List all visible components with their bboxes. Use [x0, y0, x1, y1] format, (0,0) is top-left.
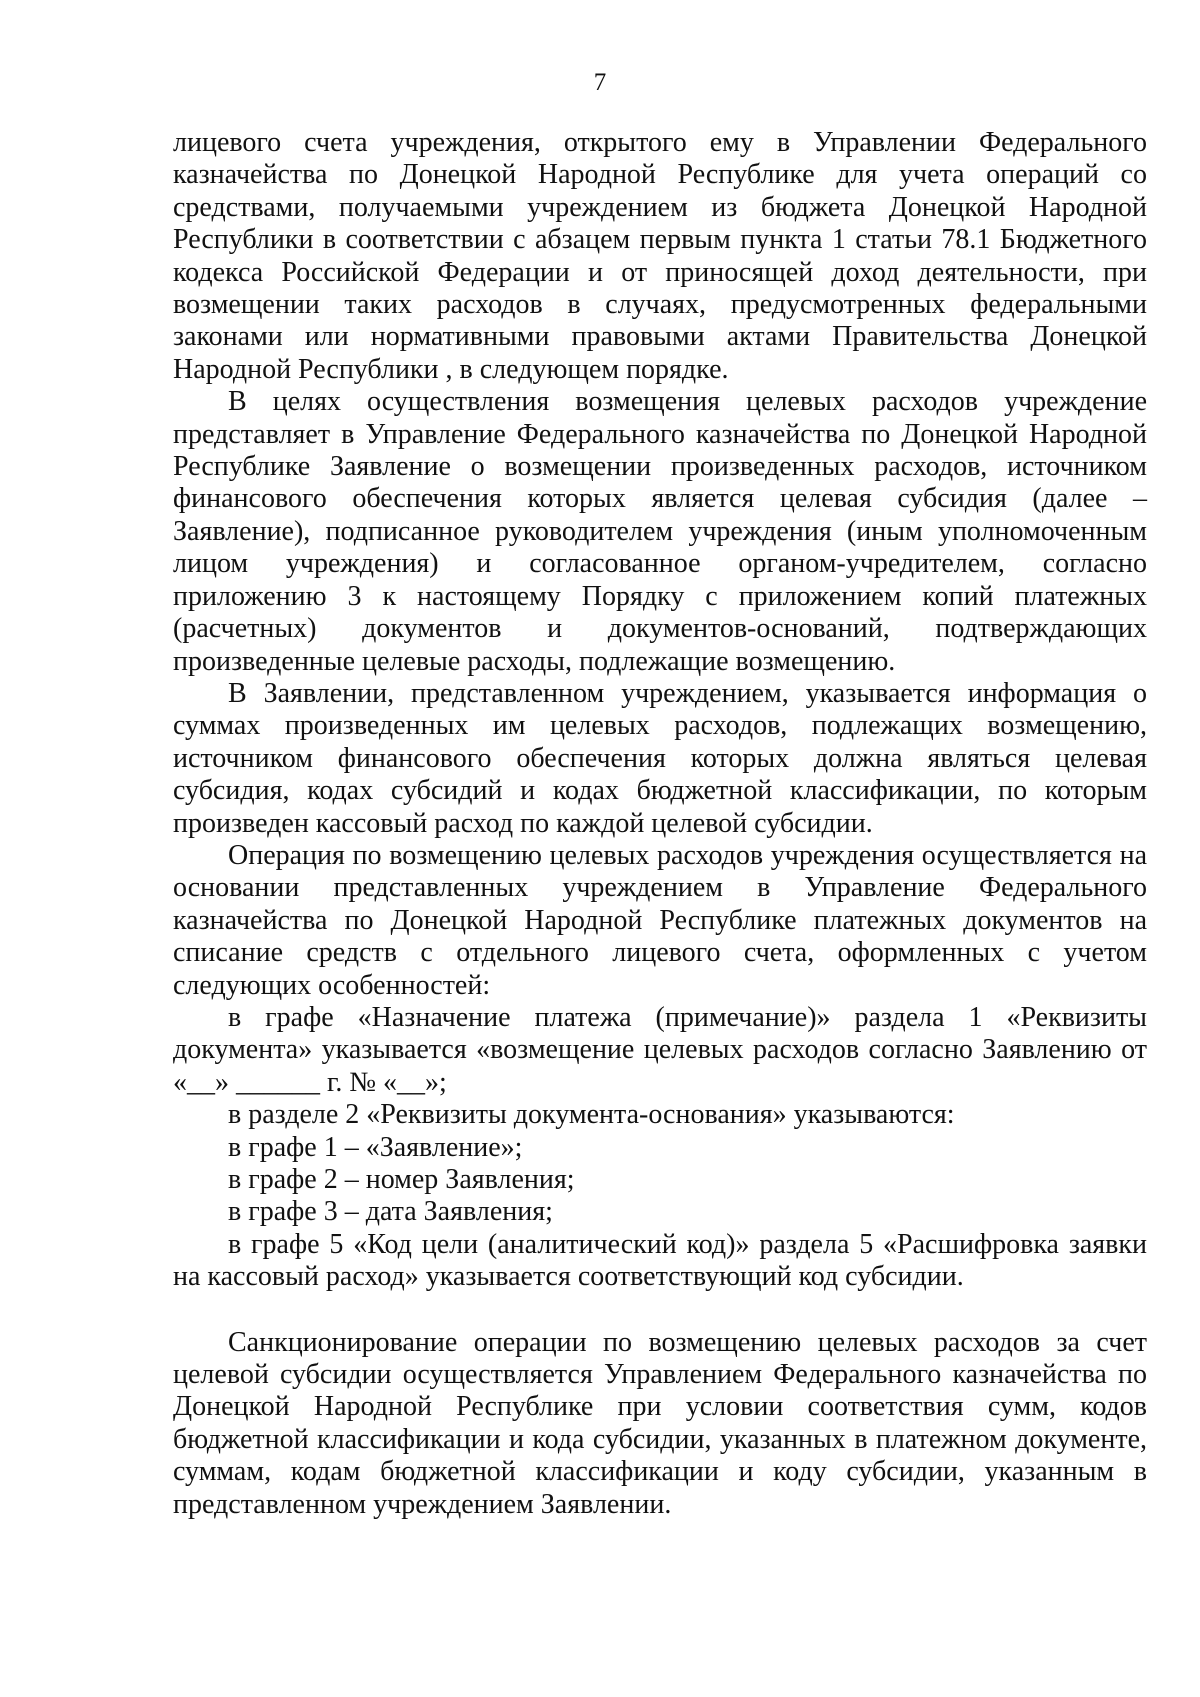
document-body [173, 127, 1147, 1521]
page-number: 7 [593, 69, 607, 96]
paragraph-6: в разделе 2 «Реквизиты документа-основания» указываются: [228, 1099, 955, 1131]
paragraph-4: Операция по возмещению целевых расходов учреждения осуществляется на основании представленных учреждением в Управление Федерального казначейства по Донецкой Народной Республике платежных документов на списание средств с отдельного лицевого счета, оформленных с учетом следующих особенностей: [173, 839, 1147, 1001]
paragraph-11: Санкционирование операции по возмещению целевых расходов за счет целевой субсидии осуществляется Управлением Федерального казначейства по Донецкой Народной Республике при условии соответствия сумм, кодов бюджетной классификации и кода субсидии, указанных в платежном документе, суммам, кодам бюджетной классификации и коду субсидии, указанным в представленном учреждением Заявлении. [173, 1326, 1147, 1520]
paragraph-5: в графе «Назначение платежа (примечание)» раздела 1 «Реквизиты документа» указывается «возмещение целевых расходов согласно Заявлению от «__» ______ г. № «__»; [173, 1001, 1147, 1098]
paragraph-1: лицевого счета учреждения, открытого ему в Управлении Федерального казначейства по Донецкой Народной Республике для учета операций со средствами, получаемыми учреждением из бюджета Донецкой Народной Республики в соответствии с абзацем первым пункта 1 статьи 78.1 Бюджетного кодекса Российской Федерации и от приносящей доход деятельности, при возмещении таких расходов в случаях, предусмотренных федеральными законами или нормативными правовыми актами Правительства Донецкой Народной Республики , в следующем порядке. [173, 127, 1147, 385]
paragraph-10: в графе 5 «Код цели (аналитический код)» раздела 5 «Расшифровка заявки на кассовый расход» указывается соответствующий код субсидии. [173, 1228, 1147, 1293]
paragraph-8: в графе 2 – номер Заявления; [228, 1164, 575, 1195]
paragraph-7: в графе 1 – «Заявление»; [228, 1131, 523, 1163]
paragraph-2: В целях осуществления возмещения целевых расходов учреждение представляет в Управление Федерального казначейства по Донецкой Народной Республике Заявление о возмещении произведенных расходов, источником финансового обеспечения которых является целевая субсидия (далее – Заявление), подписанное руководителем учреждения (иным уполномоченным лицом учреждения) и согласованное органом-учредителем, согласно приложению 3 к настоящему Порядку с приложением копий платежных (расчетных) документов и документов-оснований, подтверждающих произведенные целевые расходы, подлежащие возмещению. [173, 386, 1147, 677]
paragraph-9: в графе 3 – дата Заявления; [228, 1196, 553, 1228]
paragraph-3: В Заявлении, представленном учреждением, указывается информация о суммах произведенных им целевых расходов, подлежащих возмещению, источником финансового обеспечения которых должна являться целевая субсидия, кодах субсидий и кодах бюджетной классификации, по которым произведен кассовый расход по каждой целевой субсидии. [173, 677, 1147, 839]
